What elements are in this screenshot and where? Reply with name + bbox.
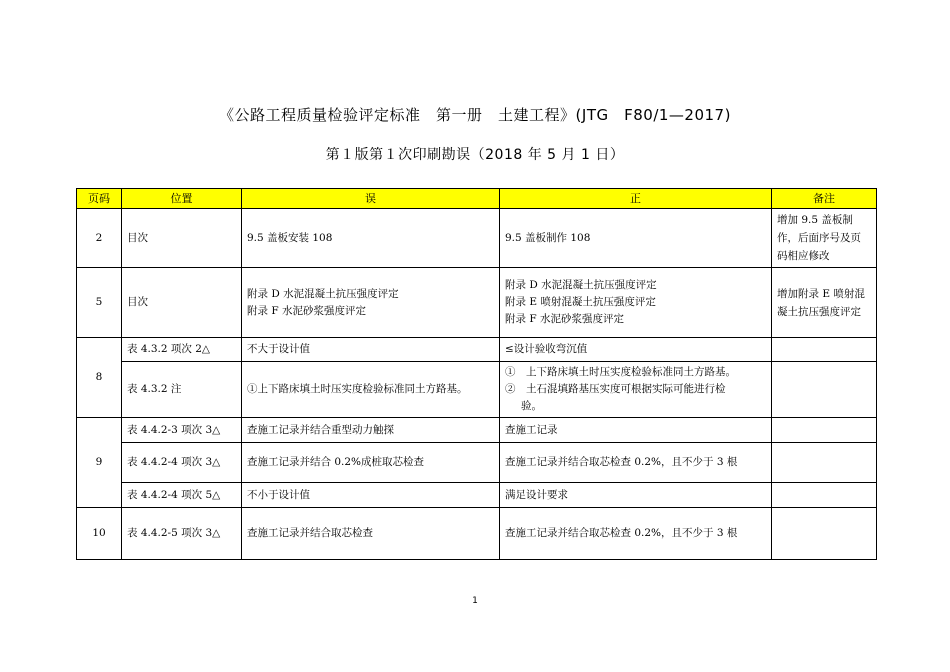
correct-cell xyxy=(500,338,772,362)
wrong-line: ①上下路床填土时压实度检验标准同土方路基。 xyxy=(247,383,468,395)
header-wrong: 误 xyxy=(242,189,500,209)
position-cell: 目次 xyxy=(122,268,242,338)
table-row xyxy=(77,338,877,362)
remarks-cell xyxy=(772,209,877,268)
correct-line: 9.5 盖板制作 108 xyxy=(505,231,591,244)
correct-line: 附录 F 水泥砂浆强度评定 xyxy=(505,313,624,325)
wrong-cell xyxy=(242,443,500,483)
remarks-cell xyxy=(772,443,877,483)
document-subtitle: 第１版第１次印刷勘误（2018 年 5 月 1 日） xyxy=(325,147,625,163)
correct-line: 附录 D 水泥混凝土抗压强度评定 xyxy=(505,279,657,291)
position-cell: 目次 xyxy=(122,209,242,268)
wrong-cell xyxy=(242,418,500,443)
page-cell: 2 xyxy=(77,209,122,268)
correct-cell xyxy=(500,443,772,483)
header-correct: 正 xyxy=(500,189,772,209)
page-cell: 10 xyxy=(77,508,122,560)
position-cell: 表 4.3.2 项次 2△ xyxy=(122,338,242,362)
table-row xyxy=(77,483,877,508)
position-cell: 表 4.3.2 注 xyxy=(122,362,242,418)
correct-cell xyxy=(500,418,772,443)
correct-line: 查施工记录 xyxy=(505,423,558,436)
errata-table xyxy=(76,188,877,560)
table-row xyxy=(77,362,877,418)
table-row xyxy=(77,418,877,443)
table-header-row xyxy=(77,189,877,209)
position-cell: 表 4.4.2-3 项次 3△ xyxy=(122,418,242,443)
wrong-cell xyxy=(242,209,500,268)
remarks-cell xyxy=(772,268,877,338)
wrong-line: 9.5 盖板安装 108 xyxy=(247,231,333,244)
correct-line: 查施工记录并结合取芯检查 0.2%，且不少于 3 根 xyxy=(505,456,738,468)
position-cell: 表 4.4.2-4 项次 5△ xyxy=(122,483,242,508)
position-cell: 表 4.4.2-5 项次 3△ xyxy=(122,508,242,560)
wrong-line: 附录 D 水泥混凝土抗压强度评定 xyxy=(247,287,399,300)
correct-line: ≤设计验收弯沉值 xyxy=(505,343,588,355)
wrong-line: 查施工记录并结合重型动力触探 xyxy=(247,423,394,436)
document-title: 《公路工程质量检验评定标准 第一册 土建工程》(JTG F80/1—2017) xyxy=(219,106,731,124)
table-row xyxy=(77,508,877,560)
header-page: 页码 xyxy=(77,189,122,209)
table-row xyxy=(77,443,877,483)
remarks-cell xyxy=(772,338,877,362)
wrong-line: 不小于设计值 xyxy=(247,488,310,501)
wrong-line: 不大于设计值 xyxy=(247,343,310,355)
wrong-cell xyxy=(242,483,500,508)
wrong-line: 附录 F 水泥砂浆强度评定 xyxy=(247,304,366,317)
correct-cell xyxy=(500,508,772,560)
correct-cell xyxy=(500,483,772,508)
correct-line: 附录 E 喷射混凝土抗压强度评定 xyxy=(505,296,656,308)
wrong-cell xyxy=(242,338,500,362)
wrong-line: 查施工记录并结合 0.2%成桩取芯检查 xyxy=(247,456,425,468)
wrong-cell xyxy=(242,508,500,560)
remarks-text: 增加附录 E 喷射混凝土抗压强度评定 xyxy=(777,287,865,318)
correct-line: 验。 xyxy=(521,400,542,412)
table-row xyxy=(77,209,877,268)
correct-line: 满足设计要求 xyxy=(505,488,568,501)
remarks-cell xyxy=(772,418,877,443)
header-position: 位置 xyxy=(122,189,242,209)
wrong-line: 查施工记录并结合取芯检查 xyxy=(247,527,373,539)
remarks-cell xyxy=(772,483,877,508)
correct-cell xyxy=(500,268,772,338)
correct-line: ② 土石混填路基压实度可根据实际可能进行检 xyxy=(505,383,726,395)
wrong-cell xyxy=(242,268,500,338)
page-cell: 8 xyxy=(77,338,122,418)
page-cell: 5 xyxy=(77,268,122,338)
correct-cell xyxy=(500,209,772,268)
page-number: 1 xyxy=(472,596,478,606)
page-cell: 9 xyxy=(77,418,122,508)
correct-cell xyxy=(500,362,772,418)
remarks-cell xyxy=(772,362,877,418)
correct-line: ① 上下路床填土时压实度检验标准同土方路基。 xyxy=(505,366,736,378)
correct-line: 查施工记录并结合取芯检查 0.2%，且不少于 3 根 xyxy=(505,527,738,539)
remarks-cell xyxy=(772,508,877,560)
table-row xyxy=(77,268,877,338)
position-cell: 表 4.4.2-4 项次 3△ xyxy=(122,443,242,483)
header-remarks: 备注 xyxy=(772,189,877,209)
wrong-cell xyxy=(242,362,500,418)
remarks-text: 增加 9.5 盖板制作，后面序号及页码相应修改 xyxy=(777,214,861,262)
